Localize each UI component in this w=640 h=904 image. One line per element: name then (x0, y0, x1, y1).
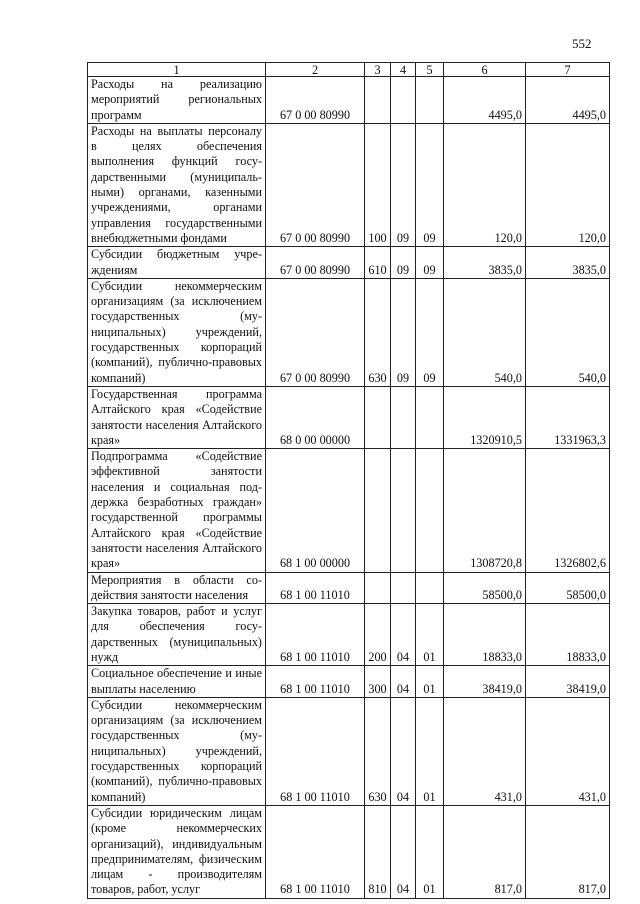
column-header: 7 (526, 63, 610, 77)
amount-col-7: 1331963,3 (526, 386, 610, 448)
section-code: 04 (391, 666, 416, 698)
budget-code: 67 0 00 80990 (266, 278, 365, 386)
column-header: 3 (365, 63, 391, 77)
expense-type (365, 449, 391, 572)
subsection-code: 09 (416, 278, 444, 386)
section-code (391, 449, 416, 572)
amount-col-6: 540,0 (444, 278, 526, 386)
row-name: Субсидии юридическим лицам (кроме некоммерческих организаций), индивидуальным предпринимателям, физическим лицам - производителям товаров, работ, услуг (88, 805, 266, 898)
amount-col-6: 3835,0 (444, 247, 526, 279)
amount-col-6: 38419,0 (444, 666, 526, 698)
amount-col-7: 1326802,6 (526, 449, 610, 572)
amount-col-7: 431,0 (526, 697, 610, 805)
amount-col-6: 1308720,8 (444, 449, 526, 572)
section-code: 09 (391, 278, 416, 386)
budget-code: 68 1 00 11010 (266, 666, 365, 698)
table-row (88, 604, 610, 666)
expense-type: 300 (365, 666, 391, 698)
column-header: 1 (88, 63, 266, 77)
amount-col-7: 3835,0 (526, 247, 610, 279)
table-row (88, 278, 610, 386)
amount-col-6: 18833,0 (444, 604, 526, 666)
budget-code: 68 1 00 11010 (266, 805, 365, 898)
subsection-code: 01 (416, 805, 444, 898)
budget-code: 68 0 00 00000 (266, 386, 365, 448)
amount-col-6: 4495,0 (444, 77, 526, 124)
budget-code: 67 0 00 80990 (266, 123, 365, 246)
table-row (88, 572, 610, 604)
column-header: 5 (416, 63, 444, 77)
section-code (391, 77, 416, 124)
section-code (391, 386, 416, 448)
amount-col-6: 120,0 (444, 123, 526, 246)
section-code: 04 (391, 604, 416, 666)
amount-col-7: 4495,0 (526, 77, 610, 124)
subsection-code: 01 (416, 666, 444, 698)
column-header: 2 (266, 63, 365, 77)
budget-table (87, 62, 610, 899)
amount-col-6: 1320910,5 (444, 386, 526, 448)
row-name: Государственная программа Алтайского края «Содействие занятости населения Алтайского края» (88, 386, 266, 448)
expense-type (365, 386, 391, 448)
table-row (88, 697, 610, 805)
column-header: 4 (391, 63, 416, 77)
amount-col-7: 18833,0 (526, 604, 610, 666)
row-name: Мероприятия в области содействия занятости населения (88, 572, 266, 604)
table-row (88, 666, 610, 698)
table-row (88, 247, 610, 279)
row-name: Субсидии некоммерческим организациям (за исключением государственных (муниципальных) учреждений, государственных корпораций (компаний), публично-правовых компаний) (88, 278, 266, 386)
table-body (88, 77, 610, 899)
expense-type (365, 77, 391, 124)
subsection-code (416, 386, 444, 448)
section-code: 04 (391, 697, 416, 805)
table-row (88, 386, 610, 448)
header-row (88, 63, 610, 77)
budget-code: 67 0 00 80990 (266, 247, 365, 279)
table-row (88, 805, 610, 898)
subsection-code: 09 (416, 247, 444, 279)
amount-col-7: 120,0 (526, 123, 610, 246)
amount-col-7: 540,0 (526, 278, 610, 386)
table-row (88, 449, 610, 572)
subsection-code: 01 (416, 604, 444, 666)
expense-type: 630 (365, 278, 391, 386)
page-number: 552 (572, 36, 592, 51)
amount-col-7: 38419,0 (526, 666, 610, 698)
subsection-code (416, 77, 444, 124)
budget-code: 68 1 00 11010 (266, 697, 365, 805)
expense-type: 610 (365, 247, 391, 279)
expense-type (365, 572, 391, 604)
amount-col-7: 817,0 (526, 805, 610, 898)
row-name: Субсидии некоммерческим организациям (за исключением государственных (муниципальных) учреждений, государственных корпораций (компаний), публично-правовых компаний) (88, 697, 266, 805)
table-row (88, 123, 610, 246)
budget-code: 68 1 00 11010 (266, 572, 365, 604)
expense-type: 200 (365, 604, 391, 666)
subsection-code: 09 (416, 123, 444, 246)
row-name: Субсидии бюджетным учреждениям (88, 247, 266, 279)
expense-type: 100 (365, 123, 391, 246)
section-code: 09 (391, 247, 416, 279)
section-code: 09 (391, 123, 416, 246)
section-code: 04 (391, 805, 416, 898)
row-name: Расходы на выплаты персоналу в целях обеспечения выполнения функций государственными (муниципальными) органами, казенными учреждениями, органами управления государственными внебюджетными фондами (88, 123, 266, 246)
column-header: 6 (444, 63, 526, 77)
row-name: Закупка товаров, работ и услуг для обеспечения государственных (муниципальных) нужд (88, 604, 266, 666)
expense-type: 630 (365, 697, 391, 805)
subsection-code (416, 449, 444, 572)
budget-code: 67 0 00 80990 (266, 77, 365, 124)
budget-code: 68 1 00 11010 (266, 604, 365, 666)
row-name: Расходы на реализацию мероприятий региональных программ (88, 77, 266, 124)
budget-code: 68 1 00 00000 (266, 449, 365, 572)
row-name: Социальное обеспечение и иные выплаты населению (88, 666, 266, 698)
subsection-code (416, 572, 444, 604)
expense-type: 810 (365, 805, 391, 898)
table-row (88, 77, 610, 124)
subsection-code: 01 (416, 697, 444, 805)
amount-col-7: 58500,0 (526, 572, 610, 604)
amount-col-6: 431,0 (444, 697, 526, 805)
row-name: Подпрограмма «Содействие эффективной занятости населения и социальная поддержка безработных граждан» государственной программы Алтайского края «Содействие занятости населения Алтайского края» (88, 449, 266, 572)
amount-col-6: 58500,0 (444, 572, 526, 604)
amount-col-6: 817,0 (444, 805, 526, 898)
section-code (391, 572, 416, 604)
